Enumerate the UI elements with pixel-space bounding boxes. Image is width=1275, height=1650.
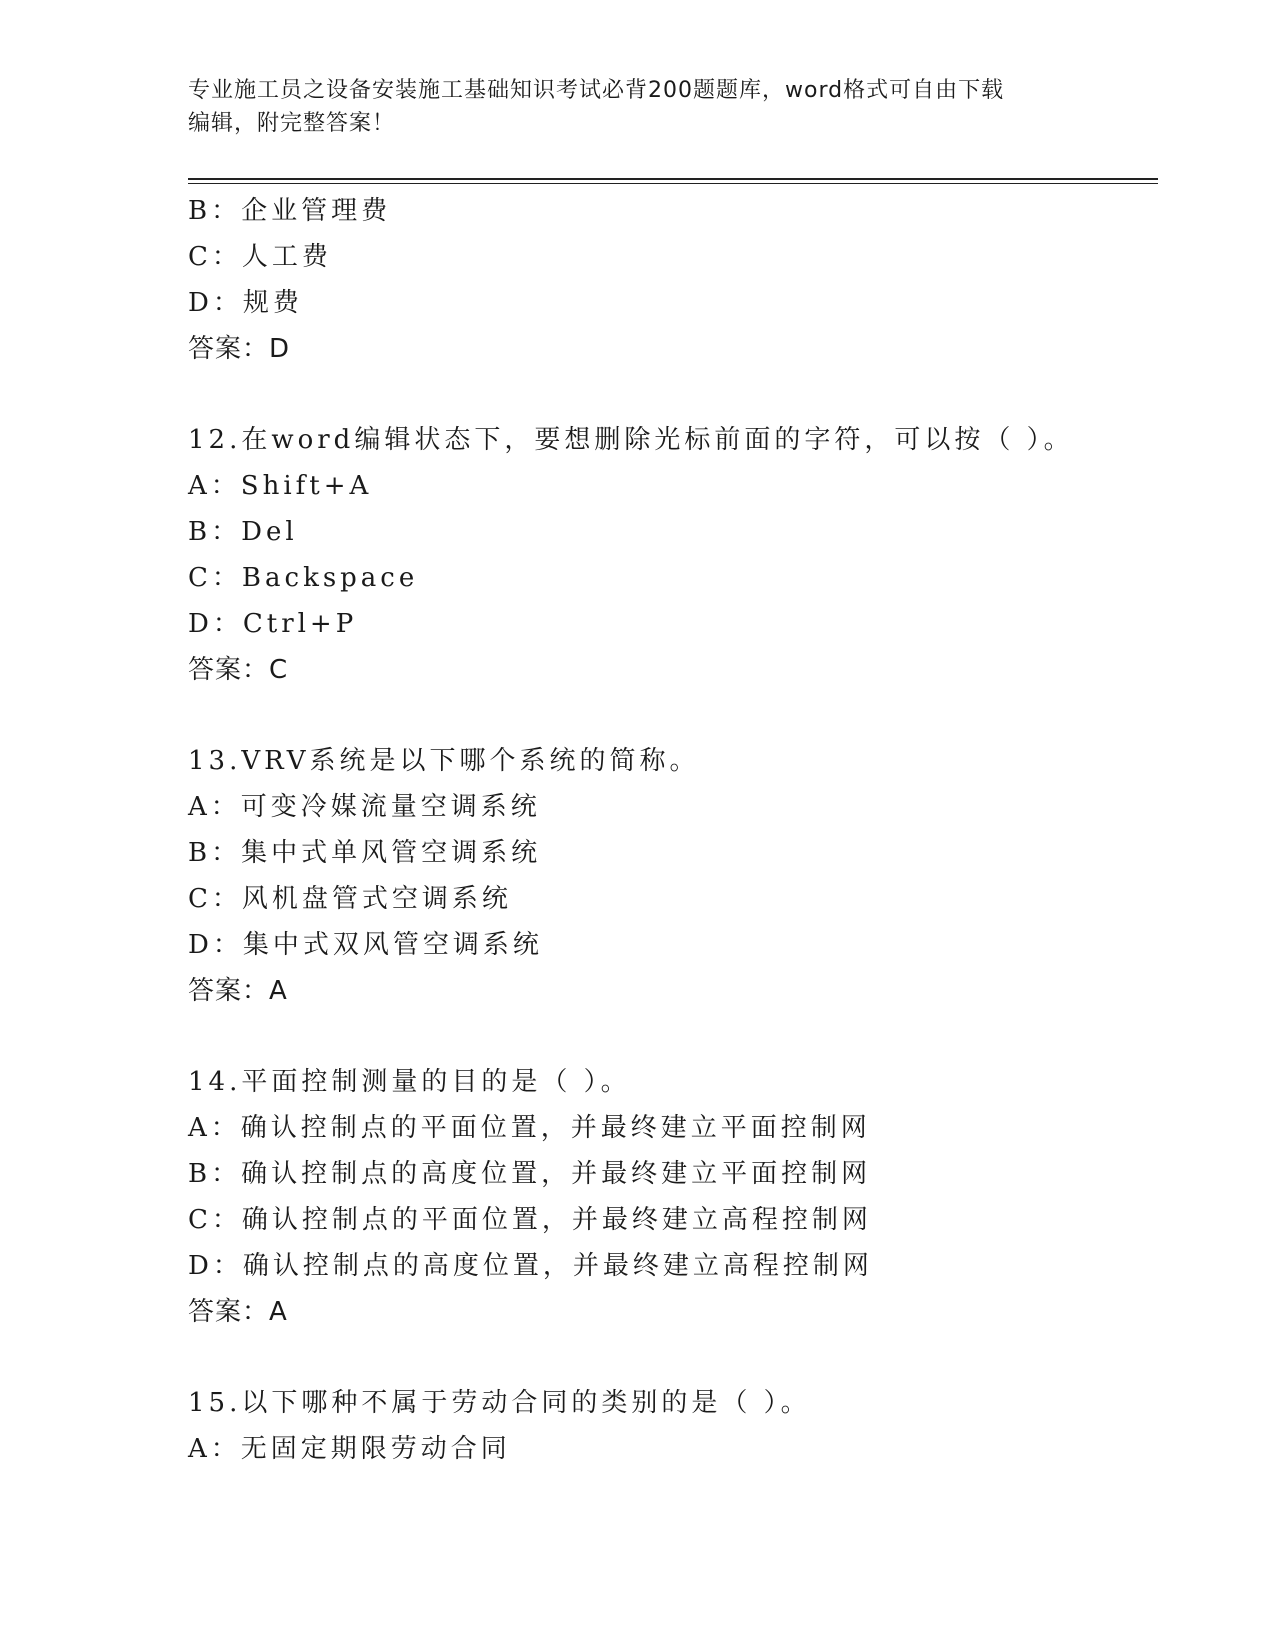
question-block-12 — [188, 417, 1148, 693]
option-c: C：人工费 — [188, 242, 332, 272]
document-header — [188, 74, 1088, 140]
option-c: C：Backspace — [188, 563, 419, 593]
option-a: A：确认控制点的平面位置，并最终建立平面控制网 — [188, 1113, 871, 1143]
header-divider — [188, 178, 1158, 184]
option-b: B：Del — [188, 517, 298, 547]
option-b: B：确认控制点的高度位置，并最终建立平面控制网 — [188, 1159, 872, 1189]
question-text: 13.VRV系统是以下哪个系统的简称。 — [188, 746, 700, 776]
question-block-13 — [188, 738, 1148, 1014]
option-a: A：可变冷媒流量空调系统 — [188, 792, 541, 822]
option-b: B：企业管理费 — [188, 196, 392, 226]
question-list — [188, 188, 1148, 1472]
question-spacer — [188, 1335, 1148, 1380]
answer-line: 答案：D — [188, 334, 291, 364]
question-spacer — [188, 693, 1148, 738]
question-block-14 — [188, 1059, 1148, 1335]
option-d: D：规费 — [188, 288, 303, 318]
question-spacer — [188, 372, 1148, 417]
header-title-line-2: 编辑，附完整答案！ — [188, 111, 396, 136]
answer-line: 答案：A — [188, 976, 288, 1006]
question-block-15 — [188, 1380, 1148, 1472]
question-text: 12.在word编辑状态下，要想删除光标前面的字符，可以按（ ）。 — [188, 425, 1074, 455]
question-spacer — [188, 1014, 1148, 1059]
option-d: D：Ctrl+P — [188, 609, 358, 639]
question-text: 15.以下哪种不属于劳动合同的类别的是（ ）。 — [188, 1388, 811, 1418]
option-d: D：确认控制点的高度位置，并最终建立高程控制网 — [188, 1251, 873, 1281]
question-block-11 — [188, 188, 1148, 372]
option-c: C：确认控制点的平面位置，并最终建立高程控制网 — [188, 1205, 872, 1235]
option-c: C：风机盘管式空调系统 — [188, 884, 512, 914]
answer-line: 答案：C — [188, 655, 289, 685]
header-title-line-1: 专业施工员之设备安装施工基础知识考试必背200题题库，word格式可自由下载 — [188, 78, 1005, 103]
question-text: 14.平面控制测量的目的是（ ）。 — [188, 1067, 631, 1097]
option-a: A：Shift+A — [188, 471, 373, 501]
option-a: A：无固定期限劳动合同 — [188, 1434, 511, 1464]
option-d: D：集中式双风管空调系统 — [188, 930, 543, 960]
answer-line: 答案：A — [188, 1297, 288, 1327]
option-b: B：集中式单风管空调系统 — [188, 838, 542, 868]
